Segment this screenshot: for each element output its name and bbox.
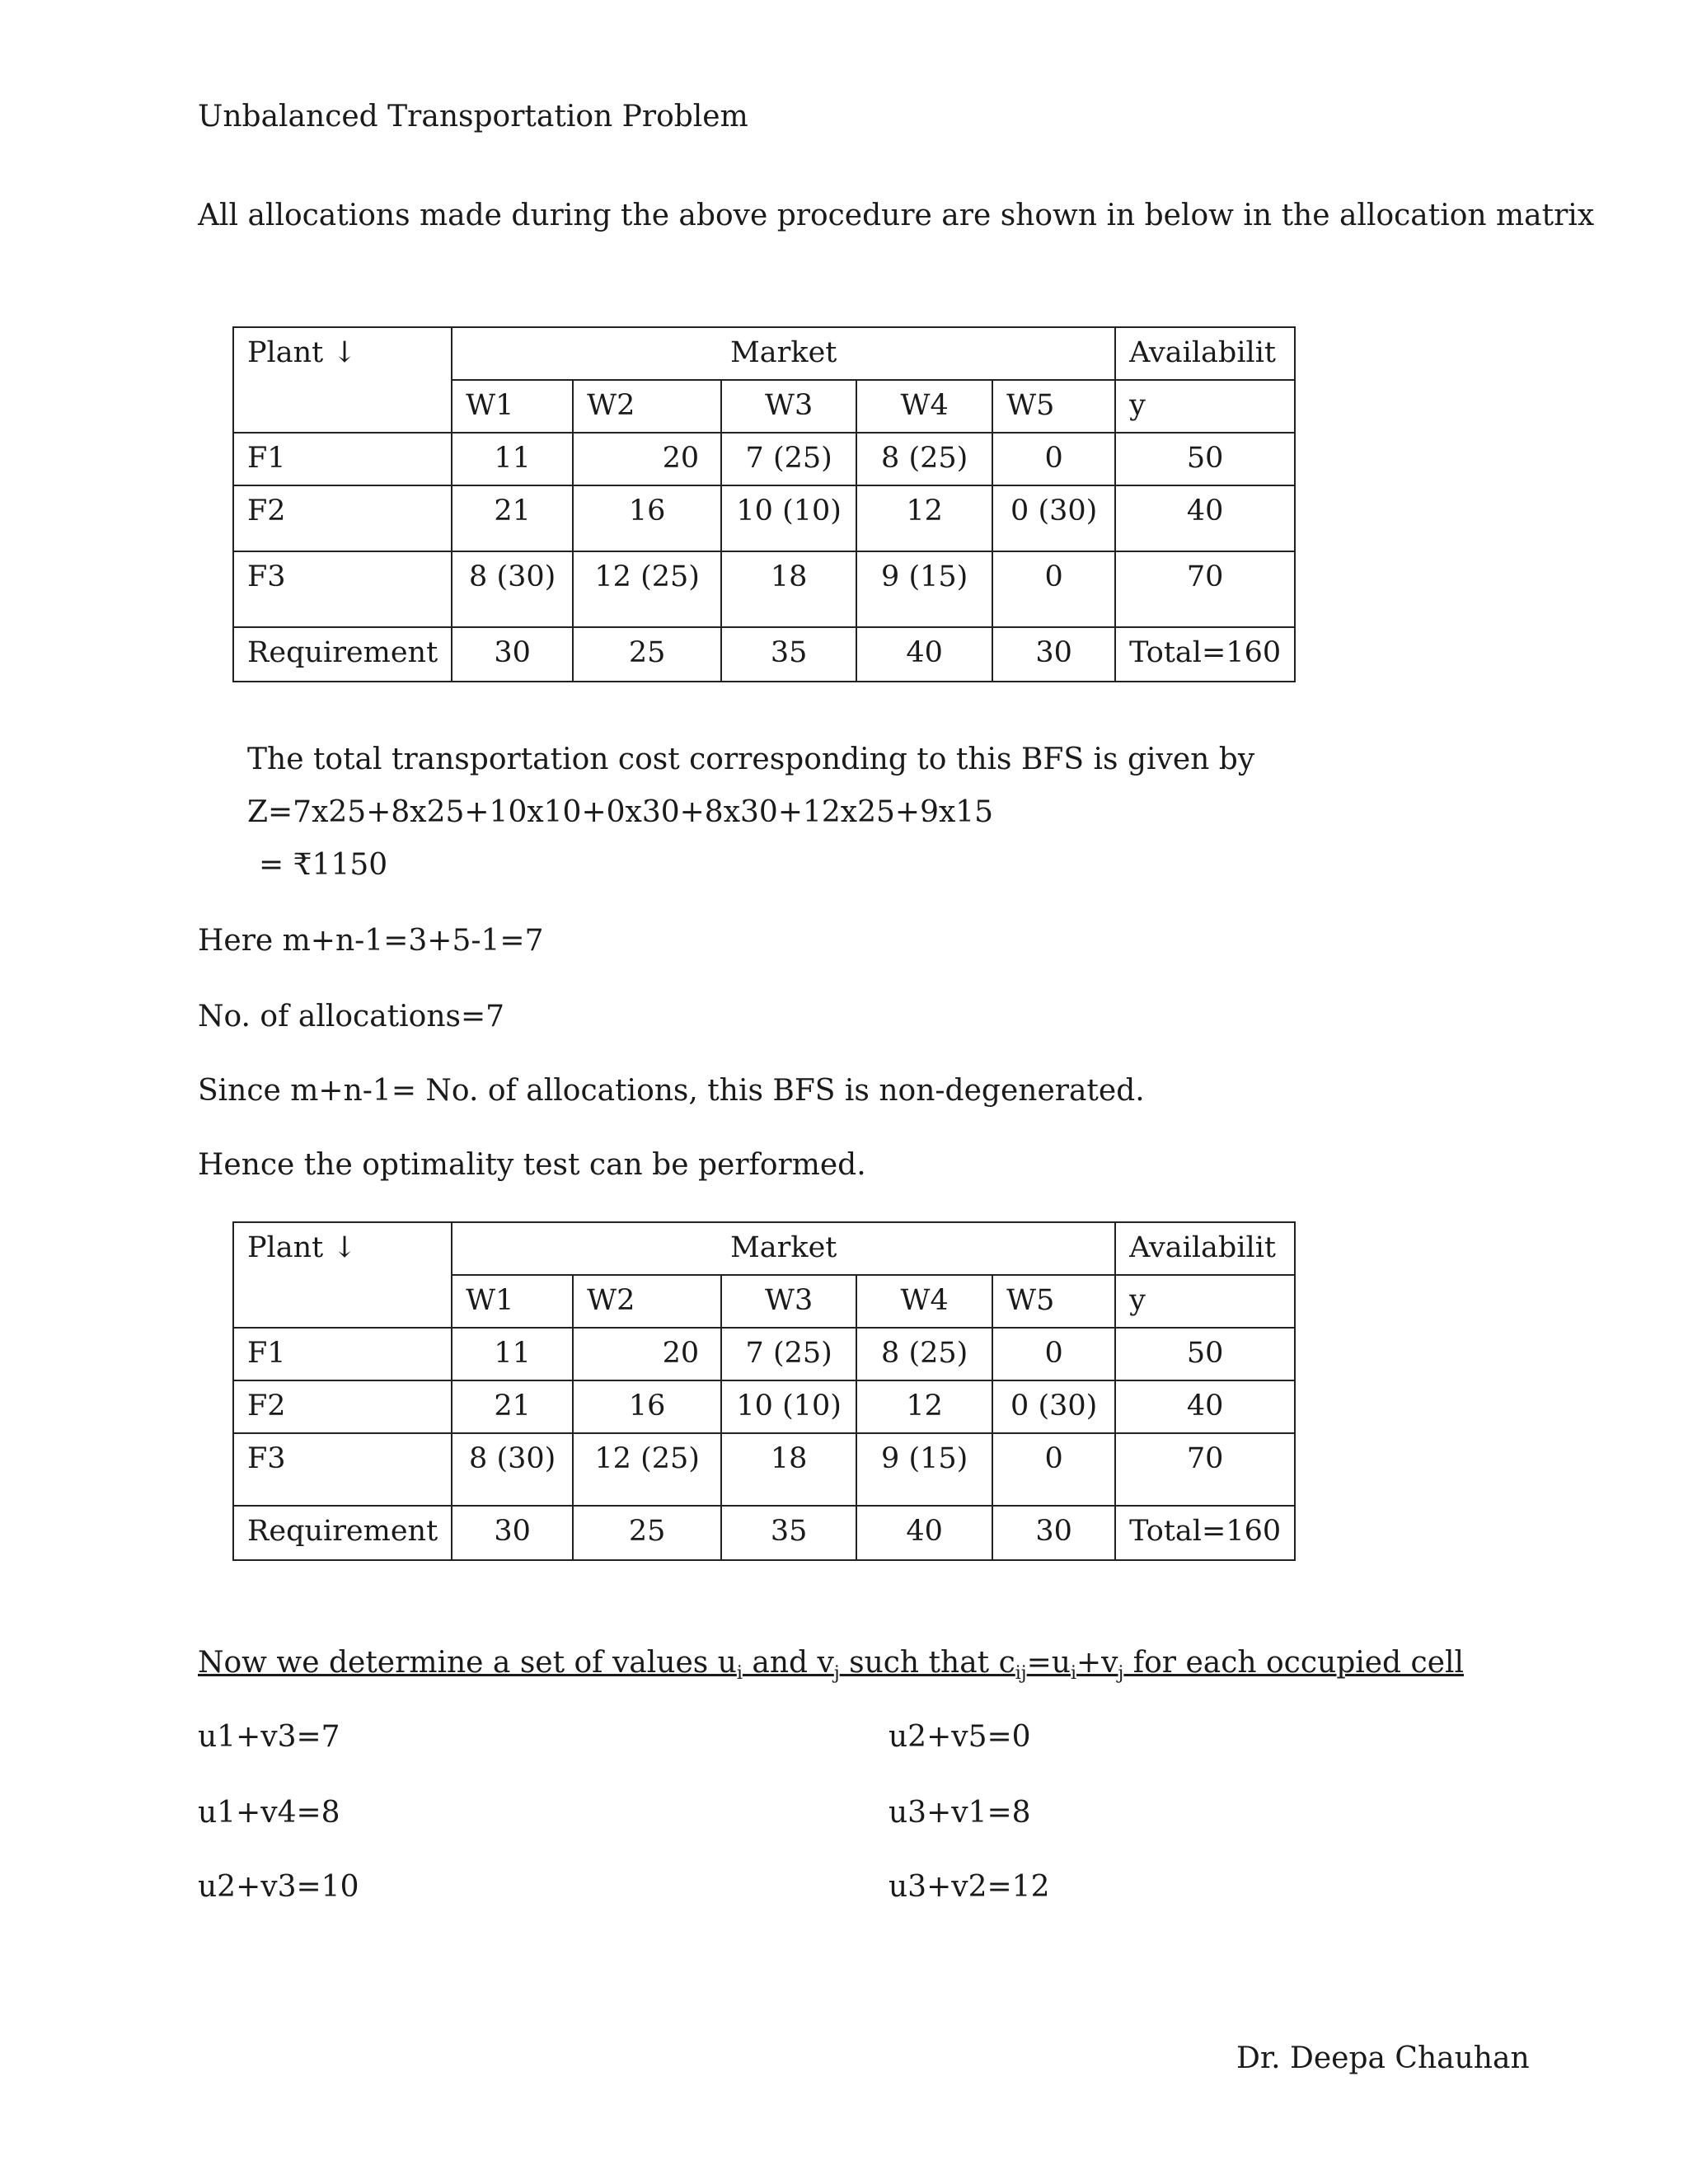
column-header: W1 xyxy=(452,380,573,433)
row-label: F1 xyxy=(233,1328,452,1380)
column-header: W4 xyxy=(856,380,992,433)
table-cell: 18 xyxy=(721,1433,856,1506)
table-cell: 10 (10) xyxy=(721,485,856,551)
cost-intro: The total transportation cost corresponding to this BFS is given by xyxy=(247,743,1255,776)
equation: u3+v2=12 xyxy=(889,1870,1050,1904)
table-cell: 0 xyxy=(992,1433,1115,1506)
column-header: W3 xyxy=(721,1275,856,1328)
row-label: F3 xyxy=(233,1433,452,1506)
table-row xyxy=(233,433,1295,485)
availability-cell: 70 xyxy=(1115,1433,1295,1506)
table-row xyxy=(233,485,1295,551)
column-header: W5 xyxy=(992,1275,1115,1328)
uv-method-heading: Now we determine a set of values $u_i$ and $v_j$ such that $c_{ij}=u_i+v_j$ for each occupied cell xyxy=(198,1646,1465,1685)
availability-header-cont: y xyxy=(1115,1275,1295,1328)
table-cell: 0 xyxy=(992,551,1115,627)
column-header: W3 xyxy=(721,380,856,433)
requirement-cell: 25 xyxy=(573,627,721,682)
requirement-cell: 25 xyxy=(573,1506,721,1560)
allocation-count: No. of allocations=7 xyxy=(198,1000,505,1033)
allocation-table-repeat xyxy=(232,1221,1296,1561)
page-title: Unbalanced Transportation Problem xyxy=(198,100,748,134)
equation: u3+v1=8 xyxy=(889,1796,1031,1830)
table-cell: 21 xyxy=(452,1380,573,1433)
total-cell: Total=160 xyxy=(1115,1506,1295,1560)
table-cell: 9 (15) xyxy=(856,551,992,627)
availability-cell: 50 xyxy=(1115,1328,1295,1380)
table-cell: 0 (30) xyxy=(992,1380,1115,1433)
equation: u2+v5=0 xyxy=(889,1720,1031,1754)
table-cell: 12 (25) xyxy=(573,551,721,627)
plant-header: Plant ↓ xyxy=(233,327,452,433)
requirement-cell: 35 xyxy=(721,1506,856,1560)
table-cell: 20 xyxy=(573,1328,721,1380)
author-footer: Dr. Deepa Chauhan xyxy=(1236,2041,1530,2075)
allocation-table xyxy=(232,326,1296,682)
table-cell: 9 (15) xyxy=(856,1433,992,1506)
table-row xyxy=(233,1506,1295,1560)
table-row xyxy=(233,551,1295,627)
table-cell: 20 xyxy=(573,433,721,485)
column-header: W1 xyxy=(452,1275,573,1328)
row-label: F1 xyxy=(233,433,452,485)
market-header: Market xyxy=(452,1222,1115,1275)
requirement-cell: 30 xyxy=(992,1506,1115,1560)
table-cell: 12 xyxy=(856,485,992,551)
row-label: F2 xyxy=(233,485,452,551)
market-header: Market xyxy=(452,327,1115,380)
availability-header: Availabilit xyxy=(1115,327,1295,380)
table-row xyxy=(233,1380,1295,1433)
requirement-label: Requirement xyxy=(233,627,452,682)
table-cell: 8 (25) xyxy=(856,433,992,485)
availability-cell: 40 xyxy=(1115,485,1295,551)
column-header: W5 xyxy=(992,380,1115,433)
table-cell: 11 xyxy=(452,433,573,485)
requirement-cell: 30 xyxy=(452,627,573,682)
table-row xyxy=(233,1433,1295,1506)
equation: u1+v3=7 xyxy=(198,1720,340,1754)
requirement-cell: 35 xyxy=(721,627,856,682)
requirement-cell: 30 xyxy=(992,627,1115,682)
row-label: F2 xyxy=(233,1380,452,1433)
table-cell: 10 (10) xyxy=(721,1380,856,1433)
availability-cell: 40 xyxy=(1115,1380,1295,1433)
table-cell: 8 (30) xyxy=(452,551,573,627)
plant-header: Plant ↓ xyxy=(233,1222,452,1328)
requirement-label: Requirement xyxy=(233,1506,452,1560)
table-cell: 18 xyxy=(721,551,856,627)
availability-header: Availabilit xyxy=(1115,1222,1295,1275)
table-cell: 12 xyxy=(856,1380,992,1433)
requirement-cell: 40 xyxy=(856,627,992,682)
table-cell: 16 xyxy=(573,485,721,551)
row-label: F3 xyxy=(233,551,452,627)
degeneracy-note: Since m+n-1= No. of allocations, this BFS is non-degenerated. xyxy=(198,1074,1145,1108)
table-cell: 16 xyxy=(573,1380,721,1433)
table-cell: 11 xyxy=(452,1328,573,1380)
table-cell: 8 (25) xyxy=(856,1328,992,1380)
column-header: W2 xyxy=(573,380,721,433)
table-row xyxy=(233,1328,1295,1380)
optimality-note: Hence the optimality test can be performed. xyxy=(198,1148,866,1182)
cost-result: = ₹1150 xyxy=(259,848,388,882)
availability-header-cont: y xyxy=(1115,380,1295,433)
total-cell: Total=160 xyxy=(1115,627,1295,682)
table-row xyxy=(233,627,1295,682)
column-header: W4 xyxy=(856,1275,992,1328)
requirement-cell: 40 xyxy=(856,1506,992,1560)
availability-cell: 50 xyxy=(1115,433,1295,485)
table-cell: 7 (25) xyxy=(721,1328,856,1380)
mn-check: Here m+n-1=3+5-1=7 xyxy=(198,924,544,958)
availability-cell: 70 xyxy=(1115,551,1295,627)
table-cell: 7 (25) xyxy=(721,433,856,485)
column-header: W2 xyxy=(573,1275,721,1328)
cost-formula: Z=7x25+8x25+10x10+0x30+8x30+12x25+9x15 xyxy=(247,795,994,829)
table-cell: 0 xyxy=(992,433,1115,485)
requirement-cell: 30 xyxy=(452,1506,573,1560)
table-cell: 0 (30) xyxy=(992,485,1115,551)
equation: u2+v3=10 xyxy=(198,1870,359,1904)
table-cell: 21 xyxy=(452,485,573,551)
table-cell: 8 (30) xyxy=(452,1433,573,1506)
intro-paragraph: All allocations made during the above procedure are shown in below in the allocation matrix xyxy=(198,199,1595,232)
equation: u1+v4=8 xyxy=(198,1796,340,1830)
table-cell: 0 xyxy=(992,1328,1115,1380)
table-cell: 12 (25) xyxy=(573,1433,721,1506)
